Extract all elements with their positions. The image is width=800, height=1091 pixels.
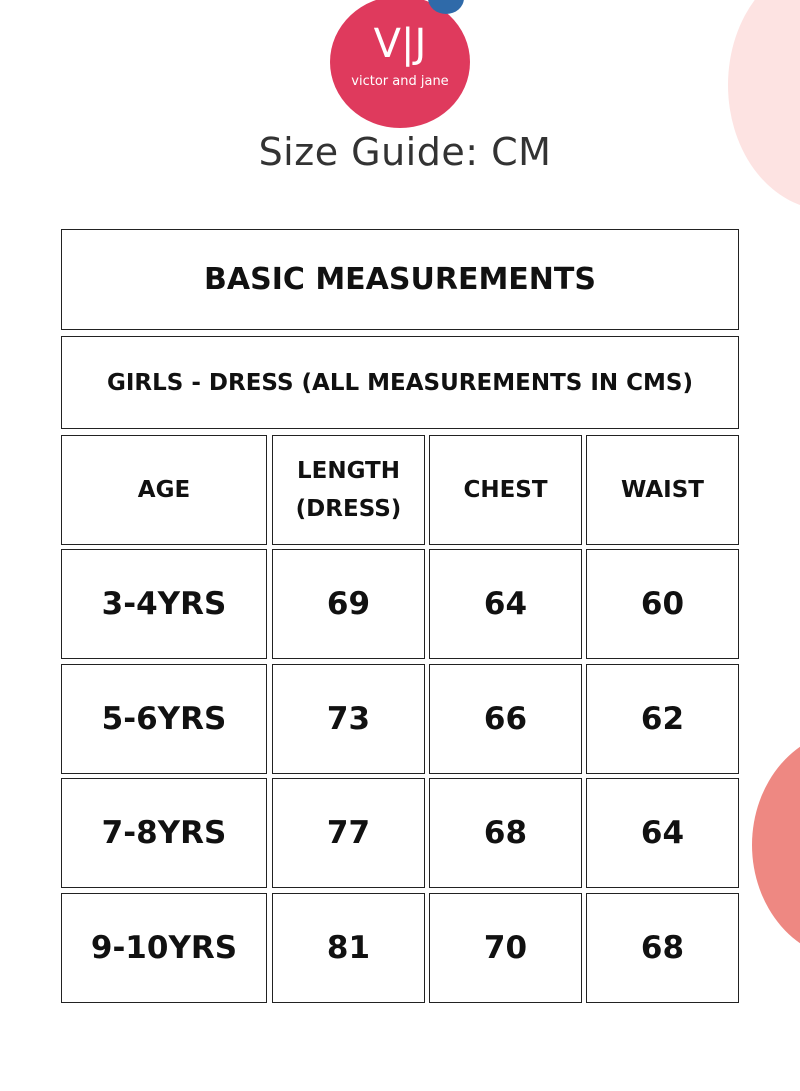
decorative-blob-bottom <box>752 730 800 960</box>
decorative-blob-top <box>728 0 800 210</box>
column-header-length: LENGTH (DRESS) <box>272 435 425 545</box>
table-cell-length: 69 <box>272 549 425 659</box>
page-title: Size Guide: CM <box>258 130 552 174</box>
table-cell-chest: 70 <box>429 893 582 1003</box>
section-banner-label: BASIC MEASUREMENTS <box>204 262 596 297</box>
table-cell-age: 5-6YRS <box>61 664 267 774</box>
logo-mark: V|J <box>373 21 427 67</box>
column-header-chest: CHEST <box>429 435 582 545</box>
logo-name: victor and jane <box>351 74 449 89</box>
table-cell-length: 73 <box>272 664 425 774</box>
table-cell-length: 77 <box>272 778 425 888</box>
column-header-age: AGE <box>61 435 267 545</box>
table-cell-age: 3-4YRS <box>61 549 267 659</box>
table-cell-age: 7-8YRS <box>61 778 267 888</box>
table-subtitle-label: GIRLS - DRESS (ALL MEASUREMENTS IN CMS) <box>106 369 693 396</box>
table-cell-chest: 66 <box>429 664 582 774</box>
table-cell-chest: 64 <box>429 549 582 659</box>
table-cell-waist: 68 <box>586 893 739 1003</box>
table-cell-age: 9-10YRS <box>61 893 267 1003</box>
brand-logo <box>330 0 470 128</box>
column-header-waist: WAIST <box>586 435 739 545</box>
table-cell-waist: 60 <box>586 549 739 659</box>
table-cell-waist: 62 <box>586 664 739 774</box>
table-cell-chest: 68 <box>429 778 582 888</box>
table-cell-waist: 64 <box>586 778 739 888</box>
table-cell-length: 81 <box>272 893 425 1003</box>
table-subtitle <box>61 336 739 429</box>
section-banner <box>61 229 739 330</box>
